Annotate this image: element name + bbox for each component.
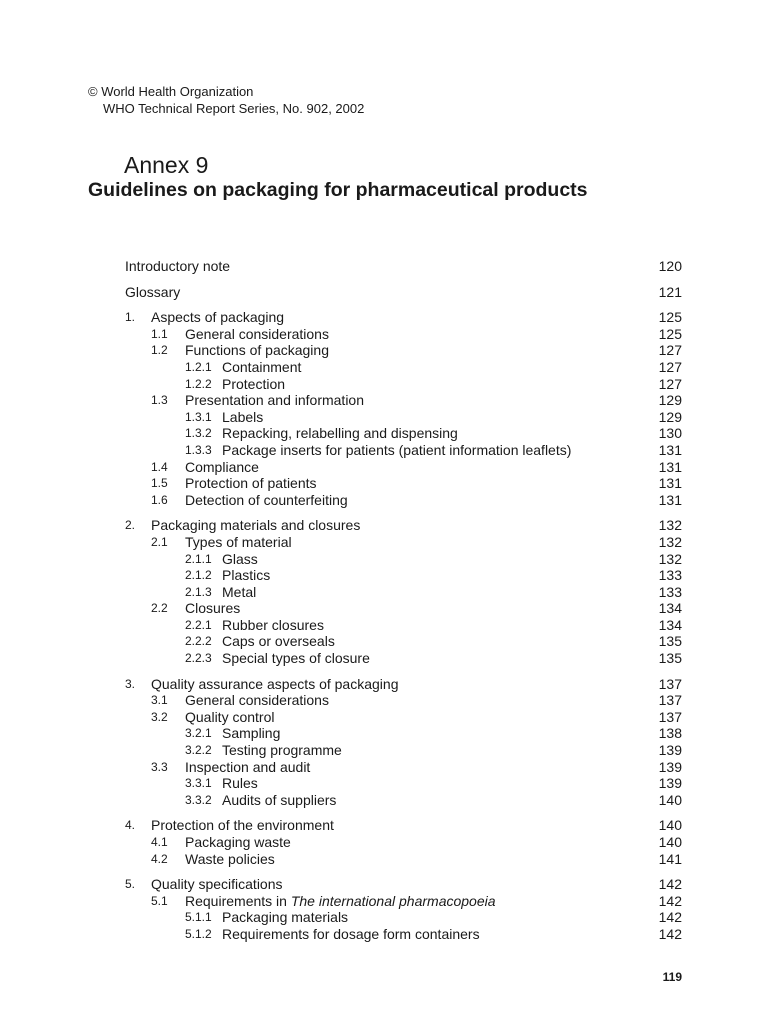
toc-entry-label: Closures — [185, 600, 241, 617]
toc-entry-page: 137 — [658, 675, 682, 692]
toc-entry-page: 129 — [658, 408, 682, 425]
toc-entry-page: 121 — [658, 283, 682, 300]
toc-entry — [0, 551, 768, 568]
toc-entry-label: Detection of counterfeiting — [185, 491, 348, 508]
toc-entry-page: 132 — [658, 533, 682, 550]
toc-entry-page: 142 — [658, 892, 682, 909]
toc-entry-label: Packaging waste — [185, 834, 291, 850]
toc-entry — [0, 584, 768, 601]
toc-entry-page: 131 — [658, 441, 682, 458]
toc-entry-page: 125 — [658, 325, 682, 342]
toc-entry-label: Labels — [222, 408, 264, 425]
toc-entry-number: 3.2.2 — [185, 743, 212, 758]
toc-entry-label: Audits of suppliers — [222, 791, 337, 808]
toc-entry-page: 129 — [658, 392, 682, 409]
toc-entry-page: 131 — [658, 458, 682, 475]
toc-entry-label: General considerations — [185, 325, 329, 342]
toc-entry-label: Protection of the environment — [151, 817, 334, 834]
toc-entry — [0, 309, 768, 326]
toc-entry — [0, 709, 768, 726]
toc-entry-page: 133 — [658, 567, 682, 584]
toc-entry — [0, 742, 768, 759]
toc-entry — [0, 775, 768, 792]
toc-entry-label: Rules — [222, 775, 258, 792]
toc-entry-page: 127 — [658, 375, 682, 392]
toc-entry — [0, 759, 768, 776]
toc-entry-page: 138 — [658, 725, 682, 742]
toc-entry-number: 1.3 — [151, 393, 168, 408]
toc-entry-page: 131 — [658, 491, 682, 508]
toc-entry-number: 3.1 — [151, 693, 168, 708]
toc-entry-page: 125 — [658, 309, 682, 326]
toc-entry-label: Aspects of packaging — [151, 309, 285, 326]
series-line: WHO Technical Report Series, No. 902, 2002 — [103, 101, 365, 116]
toc-entry-label: Plastics — [222, 567, 271, 584]
toc-entry-label: Special types of closure — [222, 650, 370, 667]
toc-entry — [0, 425, 768, 442]
toc-entry-label: Caps or overseals — [222, 633, 335, 650]
toc-entry-number: 2.1 — [151, 534, 168, 549]
toc-entry-number: 1.3.3 — [185, 442, 212, 457]
toc-entry — [0, 834, 768, 851]
copyright-line: © World Health Organization — [88, 84, 254, 99]
toc-entry — [0, 926, 768, 943]
toc-entry-label: Glass — [222, 550, 258, 567]
toc-entry — [0, 258, 768, 275]
toc-entry-page: 135 — [658, 650, 682, 667]
toc-entry — [0, 492, 768, 509]
annex-label: Annex 9 — [124, 152, 209, 178]
toc-entry-number: 5.1.1 — [185, 910, 212, 925]
toc-entry — [0, 617, 768, 634]
toc-entry-number: 3.3.2 — [185, 792, 212, 807]
toc-entry — [0, 876, 768, 893]
toc-entry-label: Protection — [222, 375, 286, 392]
toc-entry — [0, 851, 768, 868]
toc-entry — [0, 633, 768, 650]
toc-entry — [0, 893, 768, 910]
toc-entry-label: Rubber closures — [222, 616, 324, 633]
toc-entry-number: 1.3.2 — [185, 426, 212, 441]
toc-entry-label: Packaging materials and closures — [151, 517, 361, 534]
toc-entry-label: Presentation and information — [185, 392, 364, 409]
page-number: 119 — [662, 970, 682, 984]
toc-entry-number: 3.2 — [151, 709, 168, 724]
toc-entry — [0, 326, 768, 343]
toc-entry-page: 135 — [658, 633, 682, 650]
toc-entry-page: 134 — [658, 616, 682, 633]
toc-entry — [0, 534, 768, 551]
toc-entry-number: 2.1.2 — [185, 568, 212, 583]
toc-entry — [0, 409, 768, 426]
toc-entry-page: 140 — [658, 817, 682, 834]
toc-entry — [0, 725, 768, 742]
toc-entry-label: Glossary — [125, 283, 181, 300]
toc-entry-number: 2. — [125, 518, 136, 533]
toc-entry-page: 139 — [658, 758, 682, 775]
toc-entry-number: 2.2.1 — [185, 617, 212, 632]
toc-entry-label: Repacking, relabelling and dispensing — [222, 425, 458, 442]
toc-entry-label: Packaging materials — [222, 909, 349, 926]
toc-entry — [0, 676, 768, 693]
toc-entry-page: 141 — [658, 850, 682, 867]
toc-entry-page: 139 — [658, 775, 682, 792]
toc-entry-label: Functions of packaging — [185, 342, 329, 359]
toc-entry — [0, 442, 768, 459]
toc-entry — [0, 359, 768, 376]
toc-entry-page: 131 — [658, 475, 682, 492]
toc-entry-page: 132 — [658, 517, 682, 534]
toc-entry-page: 127 — [658, 342, 682, 359]
toc-entry-number: 1. — [125, 310, 136, 325]
toc-entry-number: 3. — [125, 676, 136, 691]
toc-entry-label: Inspection and audit — [185, 758, 311, 775]
toc-entry-page: 140 — [658, 834, 682, 850]
toc-entry-page: 134 — [658, 600, 682, 617]
toc-entry-label: Quality assurance aspects of packaging — [151, 675, 399, 692]
toc-entry-page: 130 — [658, 425, 682, 442]
toc-entry-label: Sampling — [222, 725, 281, 742]
toc-entry — [0, 342, 768, 359]
toc-entry-label: Types of material — [185, 533, 292, 550]
toc-entry-label: Containment — [222, 358, 302, 375]
toc-entry-number: 3.3 — [151, 759, 168, 774]
toc-entry-number: 1.4 — [151, 459, 168, 474]
toc-entry-page: 142 — [658, 925, 682, 942]
toc-entry-label: Requirements for dosage form containers — [222, 925, 480, 942]
toc-entry-number: 4. — [125, 818, 136, 833]
toc-entry — [0, 817, 768, 834]
toc-entry-page: 120 — [658, 258, 682, 274]
toc-entry — [0, 475, 768, 492]
toc-entry-label: General considerations — [185, 692, 329, 709]
toc-entry — [0, 459, 768, 476]
table-of-contents — [0, 258, 768, 943]
toc-entry-page: 140 — [658, 791, 682, 808]
toc-entry-number: 3.3.1 — [185, 776, 212, 791]
toc-entry-number: 2.2 — [151, 601, 168, 616]
toc-entry-label: Metal — [222, 583, 257, 600]
toc-entry-number: 2.1.3 — [185, 584, 212, 599]
toc-entry-number: 1.2 — [151, 343, 168, 358]
toc-entry — [0, 392, 768, 409]
toc-entry-number: 1.2.1 — [185, 359, 212, 374]
toc-entry-number: 3.2.1 — [185, 726, 212, 741]
toc-entry-number: 5.1 — [151, 893, 168, 908]
toc-entry-label: Quality specifications — [151, 876, 283, 893]
toc-entry-page: 137 — [658, 692, 682, 709]
toc-entry-page: 137 — [658, 708, 682, 725]
toc-entry-page: 142 — [658, 909, 682, 926]
toc-entry — [0, 650, 768, 667]
toc-entry — [0, 600, 768, 617]
toc-entry-label: Package inserts for patients (patient information leaflets) — [222, 441, 572, 458]
toc-entry — [0, 792, 768, 809]
toc-entry-number: 1.2.2 — [185, 376, 212, 391]
toc-entry-number: 1.3.1 — [185, 409, 212, 424]
toc-entry — [0, 284, 768, 301]
toc-entry-number: 4.2 — [151, 851, 168, 866]
toc-entry-number: 1.5 — [151, 476, 168, 491]
toc-entry — [0, 909, 768, 926]
toc-entry-number: 1.1 — [151, 326, 168, 341]
toc-entry-label: Compliance — [185, 458, 259, 475]
toc-entry — [0, 692, 768, 709]
toc-entry-number: 2.1.1 — [185, 551, 212, 566]
toc-entry-number: 5. — [125, 877, 136, 892]
toc-entry-page: 142 — [658, 876, 682, 893]
toc-entry-page: 133 — [658, 583, 682, 600]
toc-entry-page: 127 — [658, 358, 682, 375]
toc-entry-label: Waste policies — [185, 850, 275, 867]
toc-entry-number: 2.2.2 — [185, 634, 212, 649]
toc-entry-label: Quality control — [185, 708, 275, 725]
toc-entry — [0, 567, 768, 584]
toc-entry-number: 1.6 — [151, 492, 168, 507]
toc-entry-label: Introductory note — [125, 258, 231, 274]
toc-entry-italic-title: The international pharmacopoeia — [290, 892, 496, 909]
toc-entry — [0, 376, 768, 393]
toc-entry-page: 139 — [658, 742, 682, 759]
page-title: Guidelines on packaging for pharmaceutical products — [88, 179, 588, 201]
toc-entry-label: Testing programme — [222, 742, 342, 759]
toc-entry-page: 132 — [658, 550, 682, 567]
toc-entry — [0, 517, 768, 534]
toc-entry-number: 4.1 — [151, 835, 168, 849]
toc-entry-number: 2.2.3 — [185, 651, 212, 666]
toc-entry-number: 5.1.2 — [185, 926, 212, 941]
copyright-header — [88, 83, 364, 117]
toc-entry-label: Requirements in The international pharmacopoeia — [185, 892, 496, 909]
toc-entry-label: Protection of patients — [185, 475, 317, 492]
